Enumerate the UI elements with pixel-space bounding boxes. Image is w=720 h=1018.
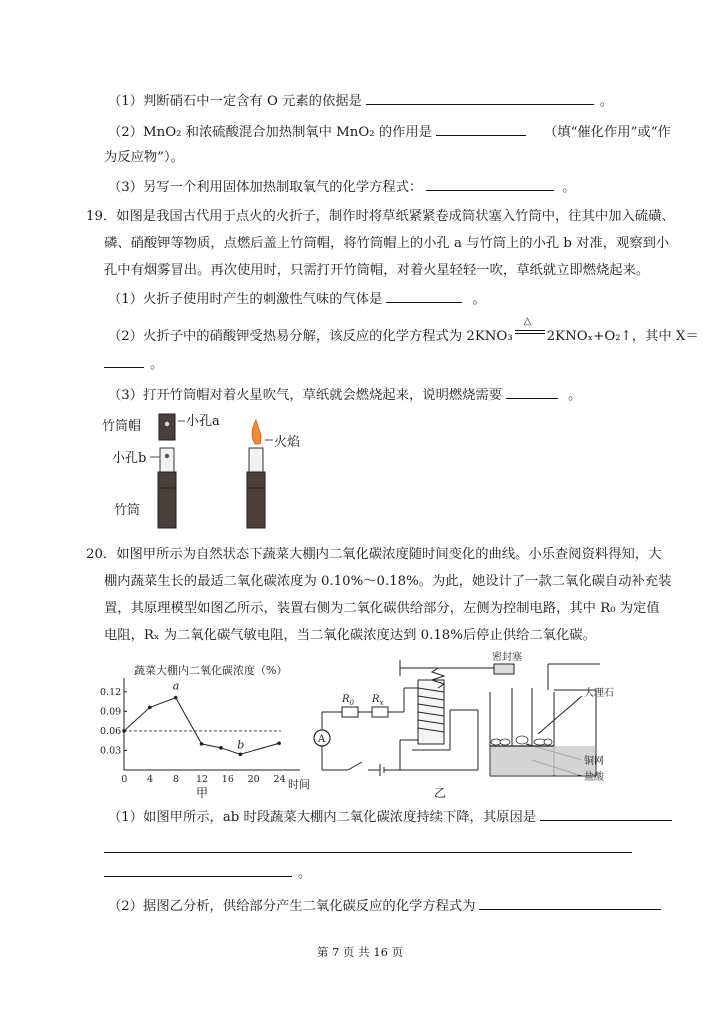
data-point [219,746,223,750]
q18-part2-cont: 为反应物”）。 [104,150,184,165]
ammeter-label: A [318,734,326,745]
q19-part3: （3）打开竹筒帽对着火星吹气，草纸就会燃烧起来，说明燃烧需要 。 [108,388,582,403]
x-tick-label: 4 [147,774,154,785]
chart-title: 蔬菜大棚内二氧化碳浓度（%） [134,664,288,677]
q19-part2: （2）火折子中的硝酸钾受热易分解，该反应的化学方程式为 2KNO₃ △ 2KNOₓ+O₂↑，其中 X＝ [108,326,699,346]
label-copper-mesh: 铜网 [584,756,604,767]
label-marble: 大理石 [584,688,614,699]
q19-part1: （1）火折子使用时产生的刺激性气味的气体是 。 [108,292,486,307]
answer-line-q20-1b[interactable] [104,852,632,853]
fire-starter-figure [100,410,320,530]
co2-device-figure [300,650,640,800]
q18-part3: （3）另写一个利用固体加热制取氧气的化学方程式： 。 [108,180,576,195]
heat-condition-symbol: △ [523,316,532,327]
series-line [124,698,279,755]
label-hole-a: 小孔a [186,414,220,429]
q19-stem-line1: 19．如图是我国古代用于点火的火折子，制作时将草纸紧紧卷成筒状塞入竹筒中，往其中加入硫磺、 [86,209,675,224]
x-tick-label: 0 [121,774,128,785]
data-point [174,696,178,700]
annotation-b: b [237,738,245,752]
x-tick-label: 8 [172,774,179,785]
answer-blank-q18-2[interactable] [436,123,526,136]
y-tick-label: 0.12 [100,686,122,698]
y-tick-label: 0.09 [100,706,122,718]
q20-stem-line4: 电阻，Rₓ 为二氧化碳气敏电阻，当二氧化碳浓度达到 0.18%后停止供给二氧化碳。 [104,628,596,643]
co2-chart [96,662,326,800]
tube-body [158,472,176,528]
q20-part1-cont: 。 [104,864,311,883]
data-point [277,741,281,745]
answer-blank-q18-1[interactable] [366,92,594,105]
answer-blank-q19-2[interactable] [104,355,144,368]
label-tube: 竹筒 [114,503,141,518]
burning-tube-body [247,472,265,528]
resistor-r0-label: $R_0$ [342,694,354,707]
hole-b [165,454,169,458]
flame-icon [252,420,261,444]
answer-blank-q19-1[interactable] [386,290,462,303]
label-tube-cap: 竹筒帽 [102,419,142,434]
q20-stem-line3: 置，其原理模型如图乙所示，装置右侧为二氧化碳供给部分，左侧为控制电路，其中 R₀ 为定值 [104,601,660,616]
q19-stem-line3: 孔中有烟雾冒出。再次使用时，只需打开竹筒帽，对着火星轻轻一吹，草纸就立即燃烧起来。 [104,263,650,278]
answer-blank-q20-1a[interactable] [540,808,672,821]
q20-part2: （2）据图乙分析，供给部分产生二氧化碳反应的化学方程式为 [108,897,661,916]
answer-blank-q20-2[interactable] [479,897,661,910]
q20-part1: （1）如图甲所示，ab 时段蔬菜大棚内二氧化碳浓度持续下降，其原因是 [108,808,672,827]
burning-tube-inner [249,448,263,472]
q19-stem-line2: 磷、硝酸钾等物质，点燃后盖上竹筒帽，将竹筒帽上的小孔 a 与竹筒上的小孔 b 对准，观察到小 [104,236,670,251]
q20-stem-line1: 20．如图甲所示为自然状态下蔬菜大棚内二氧化碳浓度随时间变化的曲线。小乐查阅资料得知，大 [86,547,662,562]
x-axis-label: 时间 [288,778,310,791]
label-seal: 密封塞 [492,652,522,663]
label-hole-b: 小孔b [112,451,147,466]
x-tick-label: 12 [195,774,209,785]
q20-stem-line2: 棚内蔬菜生长的最适二氧化碳浓度为 0.10%～0.18%。为此，她设计了一款二氧化碳自动补充装 [104,574,672,589]
x-tick-label: 24 [273,774,286,785]
q18-part1: （1）判断硝石中一定含有 O 元素的依据是 。 [108,94,614,109]
figure-a-caption: 甲 [196,786,209,800]
y-tick-label: 0.06 [100,725,122,737]
tube-inner-top [160,448,174,472]
marble-pieces [491,736,552,745]
resistor-rx-label: $R_x$ [372,694,384,707]
q19-part2-cont: 。 [104,355,163,374]
label-acid: 盐酸 [584,772,604,783]
data-point [239,753,243,757]
figure-b-caption: 乙 [434,786,447,800]
x-tick-label: 16 [221,774,234,785]
page-footer: 第 7 页 共 16 页 [316,945,404,959]
heat-equals-sign [513,316,547,340]
answer-blank-q19-3[interactable] [506,386,558,399]
x-tick-label: 20 [247,774,260,785]
answer-blank-q18-3[interactable] [426,178,554,191]
q18-part2: （2）MnO₂ 和浓硫酸混合加热制氧中 MnO₂ 的作用是 （填“催化作用”或“作 [108,125,671,140]
annotation-a: a [172,679,180,693]
data-point [148,706,152,710]
label-flame: 火焰 [274,435,301,450]
hydrochloric-acid [491,746,595,775]
y-tick-label: 0.03 [100,745,122,757]
tube-cap [159,414,175,440]
hole-a [165,422,169,426]
answer-blank-q20-1c[interactable] [104,864,292,877]
data-point [122,729,126,733]
data-point [200,742,204,746]
